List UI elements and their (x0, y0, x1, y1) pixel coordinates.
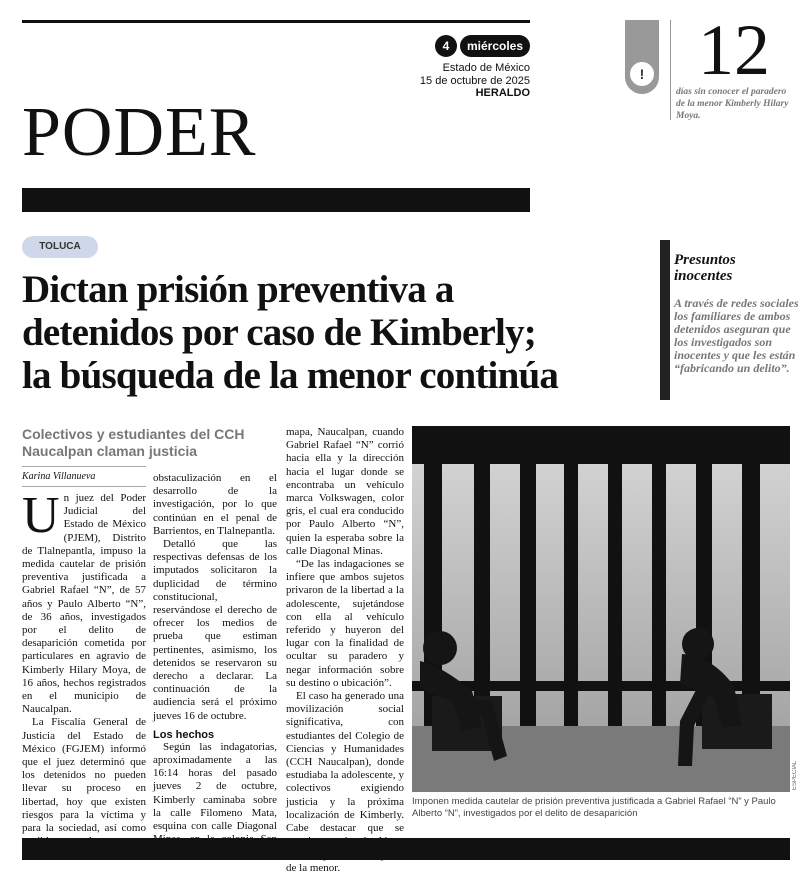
prison-bars-illustration (412, 426, 790, 792)
headline-line-2: detenidos por caso de Kimberly; (22, 311, 536, 354)
article-photo (412, 426, 790, 792)
counter-divider (670, 20, 671, 120)
article-column-3 (286, 426, 404, 874)
drop-cap: U (22, 487, 60, 544)
top-rule (22, 20, 530, 23)
article-paragraph: “De las indagaciones se infiere que ambos sujetos privaron de la libertad a la adolescente, sujetándose con ella al vehículo referido y huyeron del lugar con la finalidad de ocultar su paradero y negar información sobre su destino o ubicación”. (286, 558, 404, 689)
section-title: PODER (22, 94, 257, 171)
subheadline: Colectivos y estudiantes del CCH Naucalpan claman justicia (22, 426, 245, 459)
section-rule (22, 188, 530, 212)
page-number-badge: 4 (435, 35, 457, 57)
sidebar-accent-bar (660, 240, 670, 400)
day-badge: miércoles (460, 35, 530, 57)
sidebar-title-line-2: inocentes (674, 268, 733, 284)
byline-rule-top (22, 466, 146, 467)
article-paragraph: Según las indagatorias, aproximadamente a las 16:14 horas del pasado jueves 2 de octubre, Kimberly caminaba sobre la calle Filomeno Mata, esquina con calle Diagonal (153, 740, 277, 833)
article-paragraph: obstaculización en el desarrollo de la investigación, por lo que continúan en el penal de Barrientos, en Tlalnepantla. (153, 472, 277, 537)
brand-text: HERALDO (475, 87, 530, 99)
days-counter-text: días sin conocer el paradero de la menor Kimberly Hilary Moya. (676, 87, 789, 121)
alert-icon: ! (630, 62, 654, 86)
sidebar-text: A través de redes sociales los familiares de ambos detenidos aseguran que los investigados son inocentes y que les están “fabricando un delito”. (674, 296, 799, 375)
article-column-2 (153, 472, 277, 833)
article-paragraph: La Fiscalía General de Justicia del Estado de México (FGJEM) informó que el juez determinó que los detenidos no pueden llevar su proceso en libertad, hoy que existen riesgos para la víctima y para la sociedad, así como (22, 716, 146, 835)
sidebar-title-line-1: Presuntos (674, 252, 736, 268)
footer-bar (22, 838, 790, 860)
days-counter-number: 12 (698, 10, 770, 90)
photo-credit: ESPECIAL (792, 760, 798, 790)
sidebar-title (674, 252, 736, 284)
article-paragraph: Detalló que las respectivas defensas de los imputados solicitaron la duplicidad de término constitucional, reservándose el derecho de ofrecer los medios de prueba que estiman pertinentes, asimismo, los detenidos se reservaron su derecho a declarar. La continuación de la audiencia será el próximo jueves 16 de octubre. (153, 538, 277, 722)
headline (22, 268, 672, 397)
article-paragraph: El caso ha generado una movilización social significativa, con estudiantes del Colegio de Ciencias y Humanidades (CCH Naucalpan), donde estudiaba la adolescente, y colectivos exigiendo justicia y la próxima localización de Kimberly. Cabe destacar que se de la menor. (286, 690, 404, 874)
location-tag: TOLUCA (22, 236, 98, 258)
article-column-1 (22, 487, 146, 835)
article-subheading: Los hechos (153, 728, 215, 741)
date-text: 15 de octubre de 2025 (419, 75, 530, 87)
headline-line-3: la búsqueda de la menor continúa (22, 354, 559, 397)
location-text: Estado de México (442, 62, 530, 74)
article-paragraph: n juez del Poder Judicial del Estado de México (PJEM), Distrito de Tlalnepantla, impuso la medida cautelar de prisión preventiva justificada a Gabriel Rafael “N”, de 57 años y Paulo Alberto “N”, de 36 años, investigados por el delito de desaparición cometida por particulares en agravio de Kimberly Hilary Moya, de 16 años, hechos registrados en el municipio de Naucalpan. (22, 492, 146, 716)
byline: Karina Villanueva (22, 471, 96, 482)
article-paragraph: mapa, Naucalpan, cuando Gabriel Rafael “N” corrió hacia ella y la dirección hacia el lugar donde se encontraba un vehículo marca Volkswagen, color gris, el cual era conducido por Paulo Alberto “N”, quien la esperaba sobre la calle Diagonal Minas. (286, 426, 404, 557)
headline-line-1: Dictan prisión preventiva a (22, 268, 454, 311)
photo-caption: Imponen medida cautelar de prisión preventiva justificada a Gabriel Rafael “N” y Paulo Alberto “N”, investigados por el delito de desaparición (412, 796, 776, 819)
